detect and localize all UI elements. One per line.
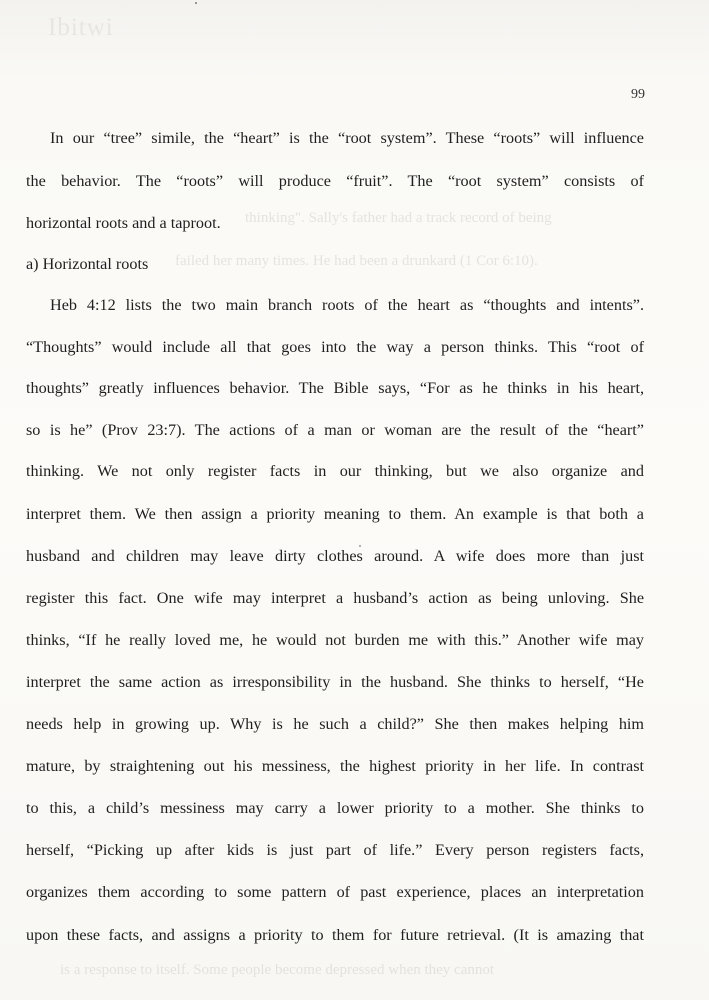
text-line: thinks, “If he really loved me, he would not burden me with this.” Another wife may — [26, 631, 644, 649]
text-line: interpret the same action as irresponsibility in the husband. She thinks to herself, “He — [26, 673, 644, 691]
section-heading: a) Horizontal roots — [26, 255, 149, 273]
text-line: interpret them. We then assign a priority meaning to them. An example is that both a — [26, 505, 644, 523]
scan-speck — [195, 2, 197, 4]
bleed-through-heading: Ibitwi — [48, 14, 114, 41]
text-line: to this, a child’s messiness may carry a lower priority to a mother. She thinks to — [26, 799, 644, 817]
text-line: organizes them according to some pattern of past experience, places an interpretation — [26, 883, 644, 901]
text-line: horizontal roots and a taproot. — [26, 214, 221, 232]
text-line: “Thoughts” would include all that goes into the way a person thinks. This “root of — [26, 338, 644, 356]
text-line: so is he” (Prov 23:7). The actions of a man or woman are the result of the “heart” — [26, 421, 644, 439]
text-line: upon these facts, and assigns a priority to them for future retrieval. (It is amazing that — [26, 926, 644, 944]
text-line: mature, by straightening out his messiness, the highest priority in her life. In contrast — [26, 757, 644, 775]
text-line: thinking. We not only register facts in our thinking, but we also organize and — [26, 462, 644, 480]
text-line: thoughts” greatly influences behavior. The Bible says, “For as he thinks in his heart, — [26, 379, 644, 397]
bleed-through-line: failed her many times. He had been a drunkard (1 Cor 6:10). — [175, 253, 538, 269]
text-line: the behavior. The “roots” will produce “fruit”. The “root system” consists of — [26, 172, 644, 190]
text-line: register this fact. One wife may interpret a husband’s action as being unloving. She — [26, 589, 644, 607]
bleed-through-line: is a response to itself. Some people become depressed when they cannot — [60, 962, 495, 978]
text-line: In our “tree” simile, the “heart” is the “root system”. These “roots” will influence — [50, 129, 644, 147]
text-line: Heb 4:12 lists the two main branch roots of the heart as “thoughts and intents”. — [50, 296, 644, 314]
bleed-through-line: thinking". Sally's father had a track record of being — [245, 210, 552, 226]
text-line: husband and children may leave dirty clothes around. A wife does more than just — [26, 547, 644, 565]
text-line: needs help in growing up. Why is he such a child?” She then makes helping him — [26, 715, 644, 733]
page-number: 99 — [631, 87, 645, 102]
text-line: herself, “Picking up after kids is just part of life.” Every person registers facts, — [26, 841, 644, 859]
